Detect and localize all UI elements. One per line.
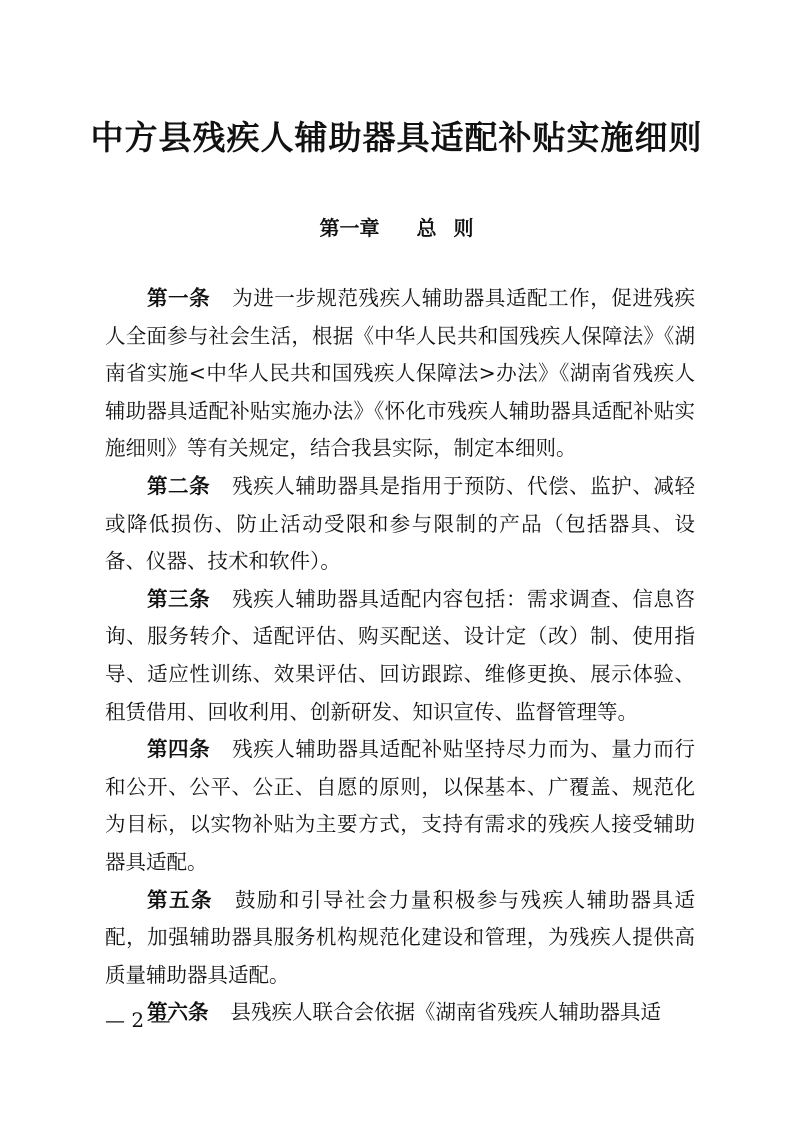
article-heading: 第二条 <box>147 473 211 498</box>
article-1 <box>105 280 695 468</box>
chapter-label: 第一章 <box>319 216 380 240</box>
article-text: 县残疾人联合会依据《湖南省残疾人辅助器具适 <box>230 1000 661 1025</box>
page-number: — 2 — <box>105 1008 171 1032</box>
article-text: 残疾人辅助器具适配补贴坚持尽力而为、量力而行和公开、公平、公正、自愿的原则，以保基本、广覆盖、规范化为目标，以实物补贴为主要方式，支持有需求的残疾人接受辅助器具适配。 <box>105 737 695 874</box>
document-body <box>105 280 695 1032</box>
article-6 <box>105 994 695 1032</box>
article-heading: 第五条 <box>147 887 213 912</box>
article-heading: 第一条 <box>147 286 211 310</box>
article-heading: 第六条 <box>147 1000 209 1025</box>
article-5 <box>105 882 695 995</box>
document-title: 中方县残疾人辅助器具适配补贴实施细则 <box>90 118 703 157</box>
article-2 <box>105 468 695 581</box>
article-heading: 第四条 <box>147 737 211 762</box>
article-text: 鼓励和引导社会力量积极参与残疾人辅助器具适配，加强辅助器具服务机构规范化建设和管理，为残疾人提供高质量辅助器具适配。 <box>105 887 696 987</box>
article-4 <box>105 731 695 881</box>
article-text: 残疾人辅助器具是指用于预防、代偿、监护、减轻或降低损伤、防止活动受限和参与限制的产品（包括器具、设备、仪器、技术和软件）。 <box>105 473 695 574</box>
chapter-name: 总 则 <box>416 216 474 240</box>
article-text: 残疾人辅助器具适配内容包括：需求调查、信息咨询、服务转介、适配评估、购买配送、设计定（改）制、使用指导、适应性训练、效果评估、回访跟踪、维修更换、展示体验、租赁借用、回收利用、创新研发、知识宣传、监督管理等。 <box>105 586 695 724</box>
article-heading: 第三条 <box>147 586 211 611</box>
chapter-heading <box>0 212 793 241</box>
article-text: 为进一步规范残疾人辅助器具适配工作，促进残疾人全面参与社会生活，根据《中华人民共和国残疾人保障法》《湖南省实施<中华人民共和国残疾人保障法>办法》《湖南省残疾人辅助器具适配补贴实施办法》《怀化市残疾人辅助器具适配补贴实施细则》等有关规定，结合我县实际，制定本细则。 <box>105 286 695 461</box>
article-3 <box>105 581 695 731</box>
